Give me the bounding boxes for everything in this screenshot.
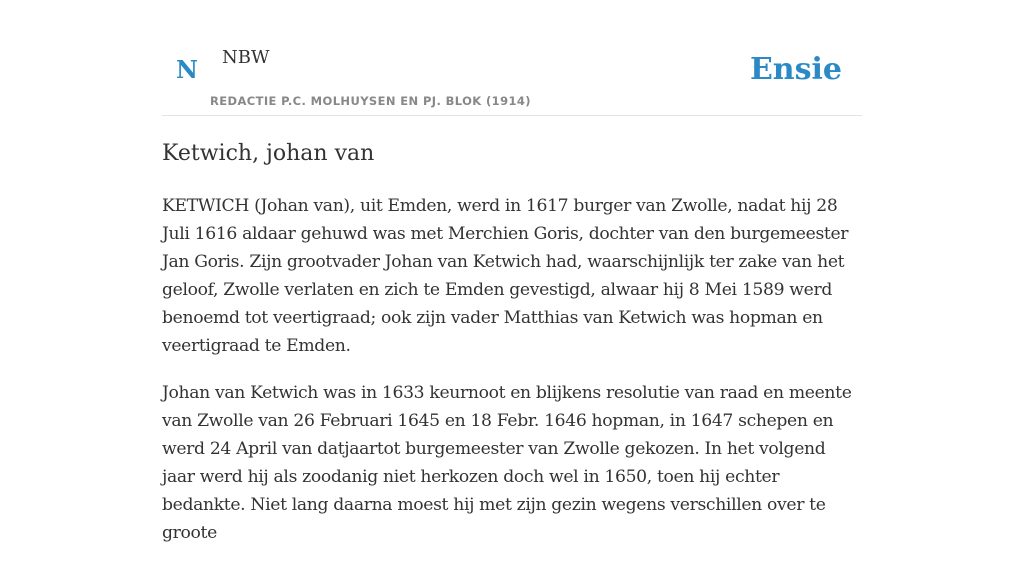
article-paragraph: Johan van Ketwich was in 1633 keurnoot en blijkens resolutie van raad en meente van Zwolle van 26 Februari 1645 en 18 Febr. 1646 hopman, in 1647 schepen en werd 24 April van datjaartot burgemeester van Zwolle gekozen. In het volgend jaar werd hij als zoodanig niet herkozen doch wel in 1650, toen hij echter bedankte. Niet lang daarna moest hij met zijn gezin wegens verschillen over te groote <box>162 383 852 543</box>
brand-logo-link[interactable]: Ensie <box>749 52 842 87</box>
article-body <box>162 192 862 566</box>
header <box>162 0 862 116</box>
source-name-link[interactable]: NBW <box>222 47 270 68</box>
page <box>162 0 862 543</box>
source-subtitle: REDACTIE P.C. MOLHUYSEN EN PJ. BLOK (1914) <box>210 94 531 108</box>
article-paragraph: KETWICH (Johan van), uit Emden, werd in 1617 burger van Zwolle, nadat hij 28 Juli 1616 aldaar gehuwd was met Merchien Goris, dochter van den burgemeester Jan Goris. Zijn grootvader Johan van Ketwich had, waarschijnlijk ter zake van het geloof, Zwolle verlaten en zich te Emden gevestigd, alwaar hij 8 Mei 1589 werd benoemd tot veertigraad; ook zijn vader Matthias van Ketwich was hopman en veertigraad te Emden. <box>162 196 849 356</box>
source-logo[interactable]: N <box>176 55 198 84</box>
article-title: Ketwich, johan van <box>162 141 375 166</box>
